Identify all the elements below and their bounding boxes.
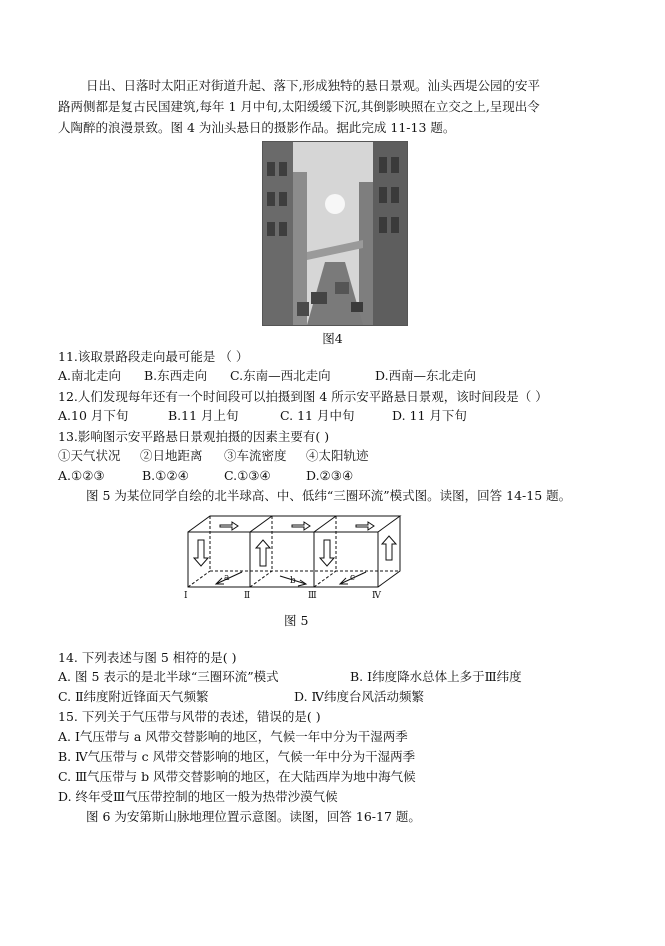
upper-arrow-3	[356, 522, 374, 530]
intro-line-3: 人陶醉的浪漫景致。图 4 为汕头悬日的摄影作品。据此完成 11-13 题。	[58, 120, 456, 135]
q13-option-b[interactable]: B.①②④	[142, 468, 189, 483]
figure-4-photo	[262, 141, 408, 326]
q11-stem: 11.该取景路段走向最可能是 （ ）	[58, 349, 249, 364]
belt-label-2: Ⅱ	[244, 591, 251, 600]
q13-factor-2: ②日地距离	[140, 448, 203, 463]
q12-option-d[interactable]: D. 11 月下旬	[392, 408, 467, 423]
arrow-down-belt-3	[320, 540, 334, 566]
belt-label-3: Ⅲ	[308, 591, 317, 600]
q12-option-a[interactable]: A.10 月下旬	[58, 408, 129, 423]
sunset-street-photo	[263, 142, 407, 325]
wind-label-a: a	[224, 573, 230, 583]
q13-option-a[interactable]: A.①②③	[58, 468, 105, 483]
q11-option-d[interactable]: D.西南—东北走向	[375, 368, 477, 383]
q15-stem: 15. 下列关于气压带与风带的表述，错误的是( )	[58, 709, 321, 724]
arrow-up-belt-4	[382, 536, 396, 560]
q14-stem: 14. 下列表述与图 5 相符的是( )	[58, 650, 237, 665]
q11-option-a[interactable]: A.南北走向	[58, 368, 122, 383]
q14-option-d[interactable]: D. Ⅳ纬度台风活动频繁	[294, 689, 425, 704]
q13-factor-4: ④太阳轨迹	[306, 448, 369, 463]
q12-options	[58, 407, 618, 424]
figure-5-intro: 图 5 为某位同学自绘的北半球高、中、低纬“三圈环流”模式图。读图，回答 14-15 题。	[86, 488, 572, 503]
q14-options-row-2	[58, 688, 618, 705]
figure-4-caption: 图4	[322, 331, 343, 346]
q15-option-a[interactable]: A. Ⅰ气压带与 a 风带交替影响的地区，气候一年中分为干湿两季	[58, 729, 408, 744]
wind-label-c: c	[350, 573, 356, 583]
q13-factor-1: ①天气状况	[58, 448, 121, 463]
upper-arrow-2	[292, 522, 310, 530]
q11-option-c[interactable]: C.东南—西北走向	[230, 368, 331, 383]
q13-option-c[interactable]: C.①③④	[224, 468, 271, 483]
q12-option-c[interactable]: C. 11 月中旬	[280, 408, 355, 423]
q14-options-row-1	[58, 668, 618, 685]
q13-option-d[interactable]: D.②③④	[306, 468, 354, 483]
arrow-up-belt-2	[256, 540, 270, 566]
q12-stem: 12.人们发现每年还有一个时间段可以拍摄到图 4 所示安平路悬日景观，该时间段是（ ）	[58, 389, 548, 404]
q14-option-c[interactable]: C. Ⅱ纬度附近锋面天气频繁	[58, 689, 209, 704]
q13-factors	[58, 447, 618, 464]
q15-option-d[interactable]: D. 终年受Ⅲ气压带控制的地区一般为热带沙漠气候	[58, 789, 338, 804]
q15-option-b[interactable]: B. Ⅳ气压带与 c 风带交替影响的地区，气候一年中分为干湿两季	[58, 749, 416, 764]
q13-stem: 13.影响图示安平路悬日景观拍摄的因素主要有( )	[58, 429, 330, 444]
q13-options	[58, 467, 618, 484]
upper-arrow-1	[220, 522, 238, 530]
q14-option-b[interactable]: B. Ⅰ纬度降水总体上多于Ⅲ纬度	[350, 669, 522, 684]
intro-line-1: 日出、日落时太阳正对街道升起、落下,形成独特的悬日景观。汕头西堤公园的安平	[86, 78, 540, 93]
arrow-down-belt-1	[194, 540, 208, 566]
wind-label-b: b	[290, 576, 296, 586]
q12-option-b[interactable]: B.11 月上旬	[168, 408, 239, 423]
intro-line-2: 路两侧都是复古民国建筑,每年 1 月中旬,太阳缓缓下沉,其倒影映照在立交之上,呈现出令	[58, 99, 540, 114]
belt-label-4: Ⅳ	[372, 591, 381, 600]
figure-5-caption: 图 5	[284, 613, 309, 628]
belt-label-1: Ⅰ	[184, 591, 188, 600]
figure-6-intro: 图 6 为安第斯山脉地理位置示意图。读图，回答 16-17 题。	[86, 809, 421, 824]
q11-options	[58, 367, 618, 384]
q11-option-b[interactable]: B.东西走向	[144, 368, 208, 383]
q14-option-a[interactable]: A. 图 5 表示的是北半球“三圈环流”模式	[58, 669, 279, 684]
three-cell-circulation-diagram	[180, 510, 410, 600]
q15-option-c[interactable]: C. Ⅲ气压带与 b 风带交替影响的地区，在大陆西岸为地中海气候	[58, 769, 416, 784]
q13-factor-3: ③车流密度	[224, 448, 287, 463]
